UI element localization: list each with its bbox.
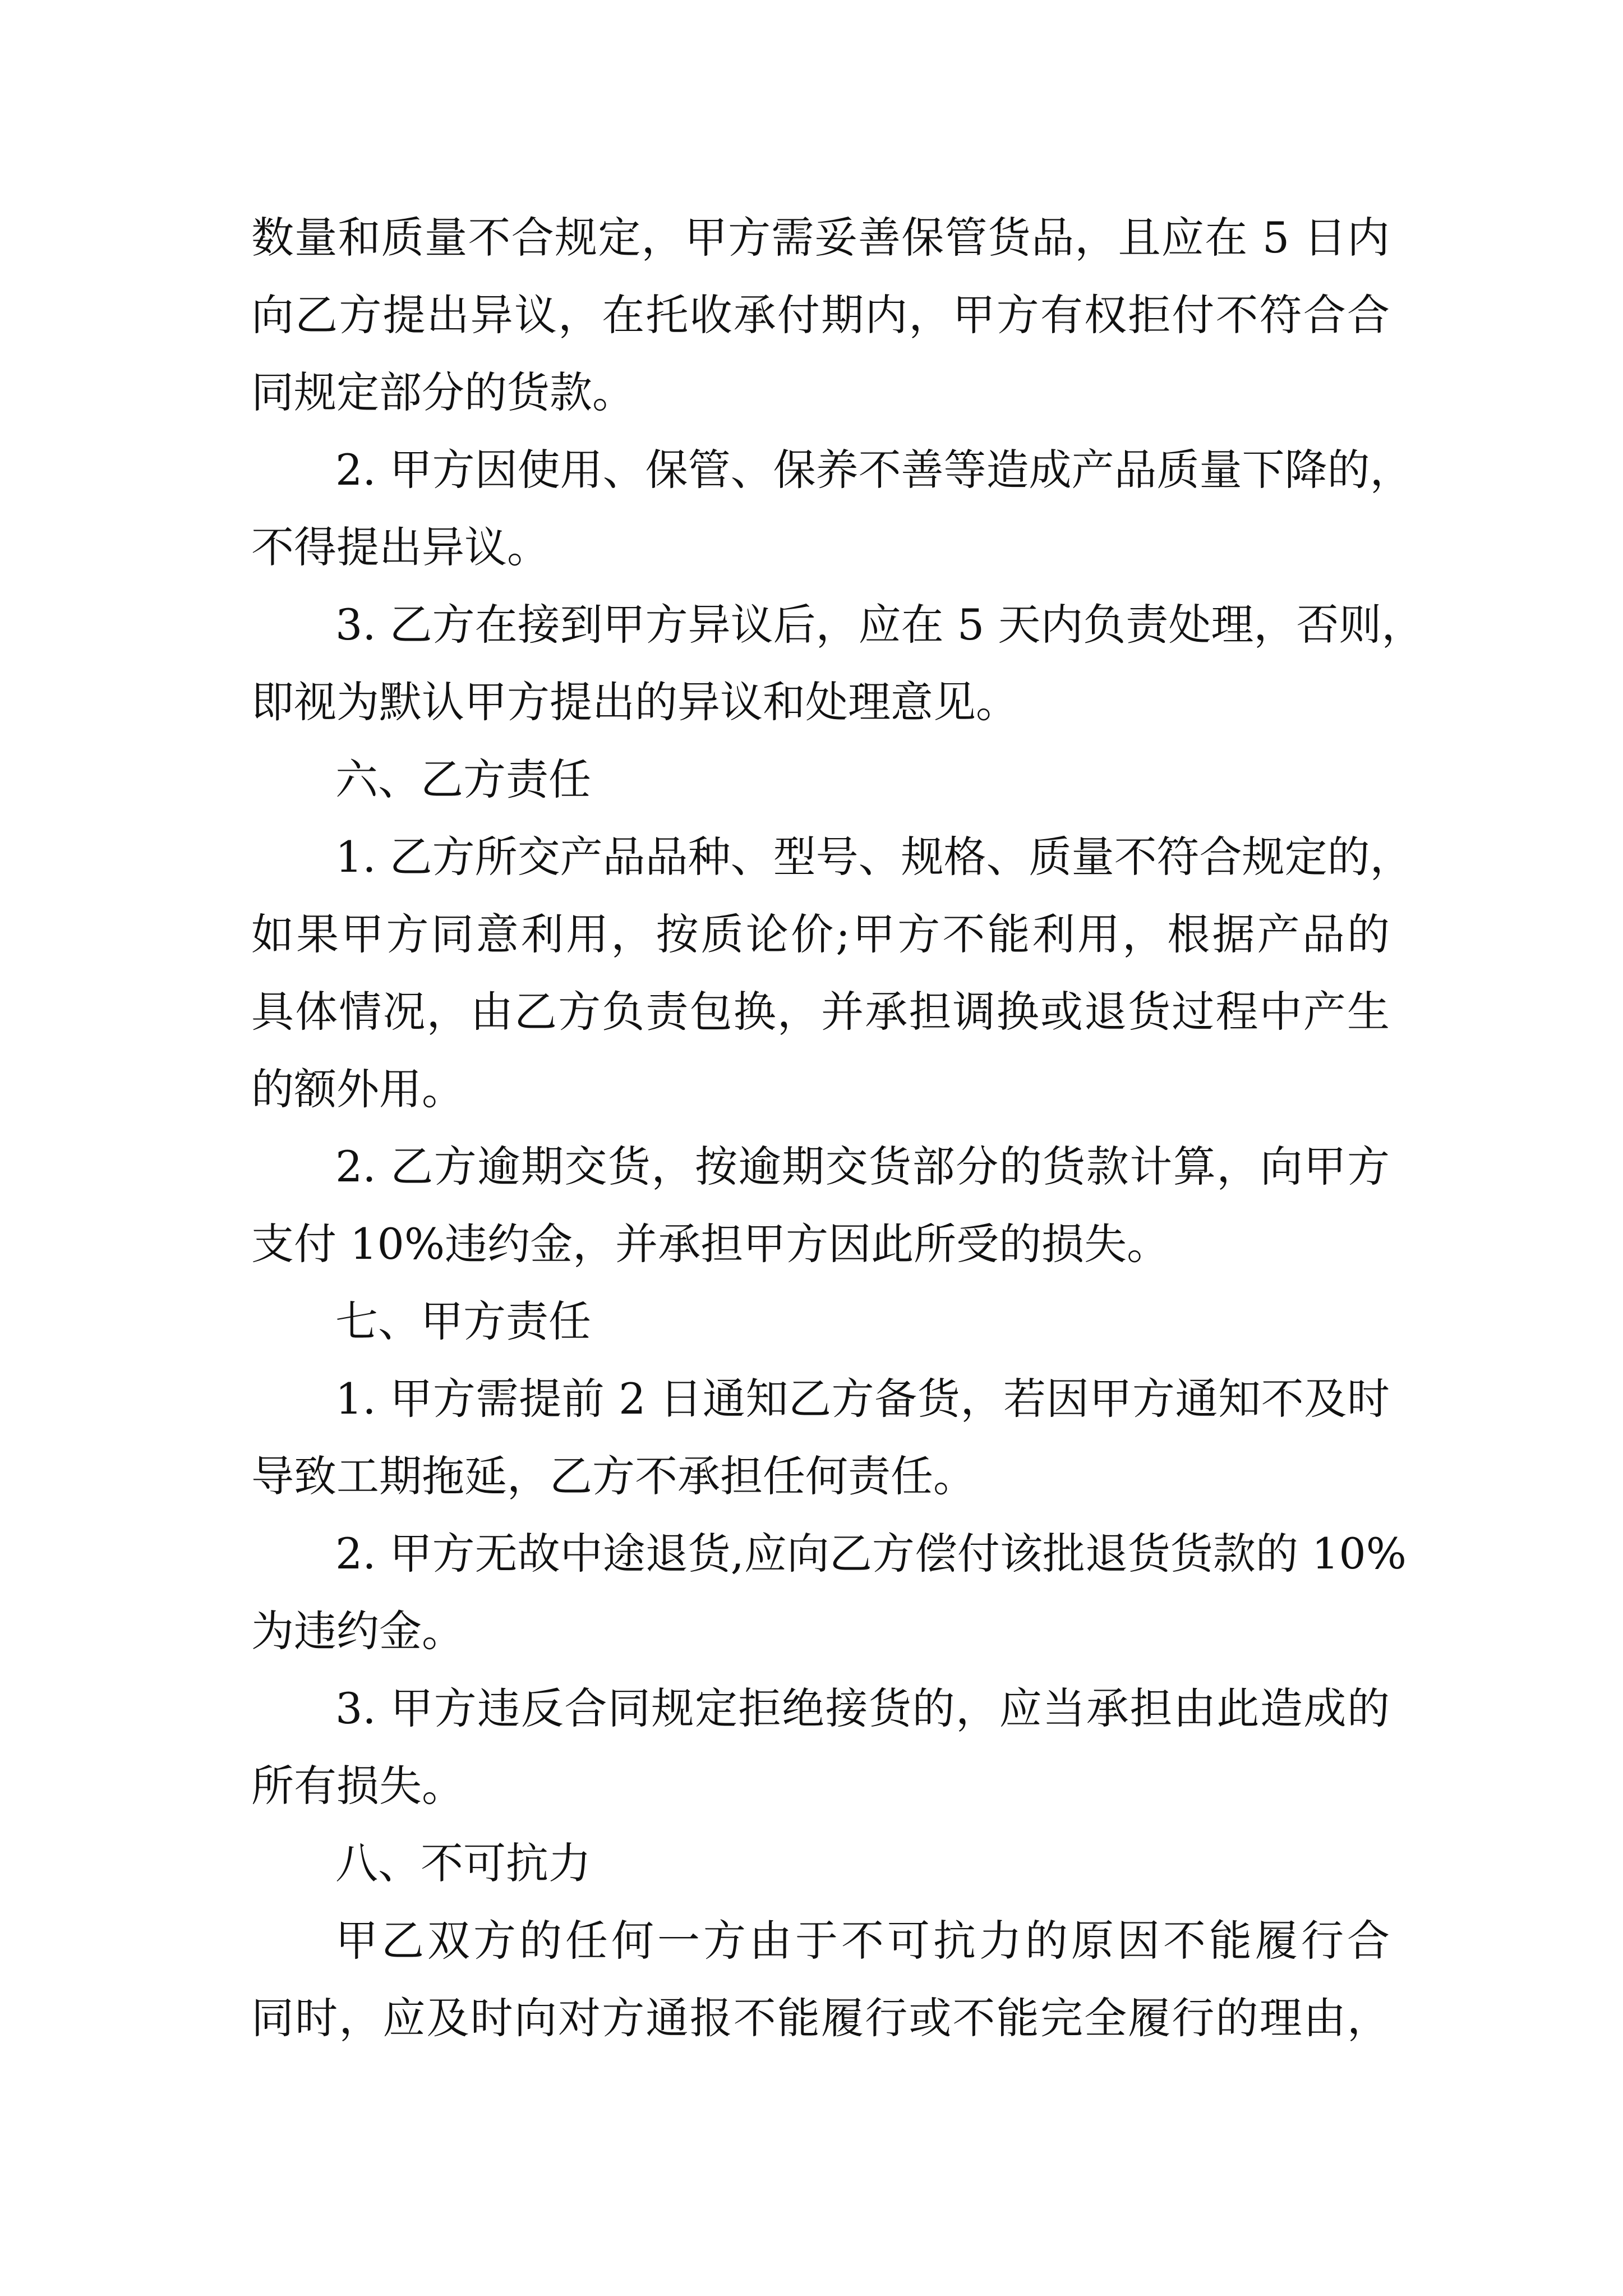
clause-item — [251, 818, 1413, 1128]
text-line: 1. 甲方需提前 2 日通知乙方备货，若因甲方通知不及时 — [335, 1374, 1390, 1424]
clause-item — [251, 586, 1424, 741]
section-heading-text: 六、乙方责任 — [335, 754, 591, 804]
text-line: 1. 乙方所交产品品种、型号、规格、质量不符合规定的， — [335, 832, 1413, 882]
text-line: 具体情况，由乙方负责包换，并承担调换或退货过程中产生 — [251, 987, 1390, 1037]
text-line: 数量和质量不合规定，甲方需妥善保管货品，且应在 5 日内 — [251, 213, 1390, 263]
text-line: 同规定部分的货款。 — [251, 367, 635, 417]
text-line: 3. 甲方违反合同规定拒绝接货的，应当承担由此造成的 — [335, 1683, 1390, 1733]
clause-item — [251, 1515, 1407, 1670]
text-line: 支付 10%违约金，并承担甲方因此所受的损失。 — [251, 1219, 1170, 1269]
text-line: 如果甲方同意利用，按质论价;甲方不能利用，根据产品的 — [251, 909, 1390, 959]
text-line: 即视为默认甲方提出的异议和处理意见。 — [251, 677, 1018, 727]
clause-item — [251, 1360, 1390, 1515]
text-line: 为违约金。 — [251, 1606, 464, 1656]
section-heading-text: 七、甲方责任 — [335, 1296, 591, 1346]
text-line: 甲乙双方的任何一方由于不可抗力的原因不能履行合 — [335, 1916, 1390, 1966]
text-line: 向乙方提出异议，在托收承付期内，甲方有权拒付不符合合 — [251, 290, 1390, 340]
clause-item — [251, 431, 1413, 586]
clause-item — [251, 1670, 1390, 1825]
paragraph-continuation — [251, 199, 1390, 431]
section-heading — [251, 1283, 1390, 1360]
document-body — [251, 199, 1424, 2057]
text-line: 2. 甲方因使用、保管、保养不善等造成产品质量下降的， — [335, 445, 1413, 495]
text-line: 导致工期拖延，乙方不承担任何责任。 — [251, 1451, 976, 1501]
text-line: 2. 甲方无故中途退货,应向乙方偿付该批退货货款的 10% — [335, 1529, 1407, 1579]
section-heading — [251, 741, 1390, 818]
section-heading-text: 八、不可抗力 — [335, 1838, 591, 1888]
text-line: 不得提出异议。 — [251, 522, 550, 572]
section-heading — [251, 1825, 1390, 1902]
clause-item — [251, 1902, 1390, 2057]
text-line: 的额外用。 — [251, 1064, 464, 1114]
text-line: 同时，应及时向对方通报不能履行或不能完全履行的理由， — [251, 1993, 1390, 2043]
text-line: 2. 乙方逾期交货，按逾期交货部分的货款计算，向甲方 — [335, 1142, 1390, 1191]
text-line: 所有损失。 — [251, 1761, 464, 1811]
clause-item — [251, 1128, 1390, 1283]
text-line: 3. 乙方在接到甲方异议后，应在 5 天内负责处理，否则， — [335, 600, 1424, 650]
